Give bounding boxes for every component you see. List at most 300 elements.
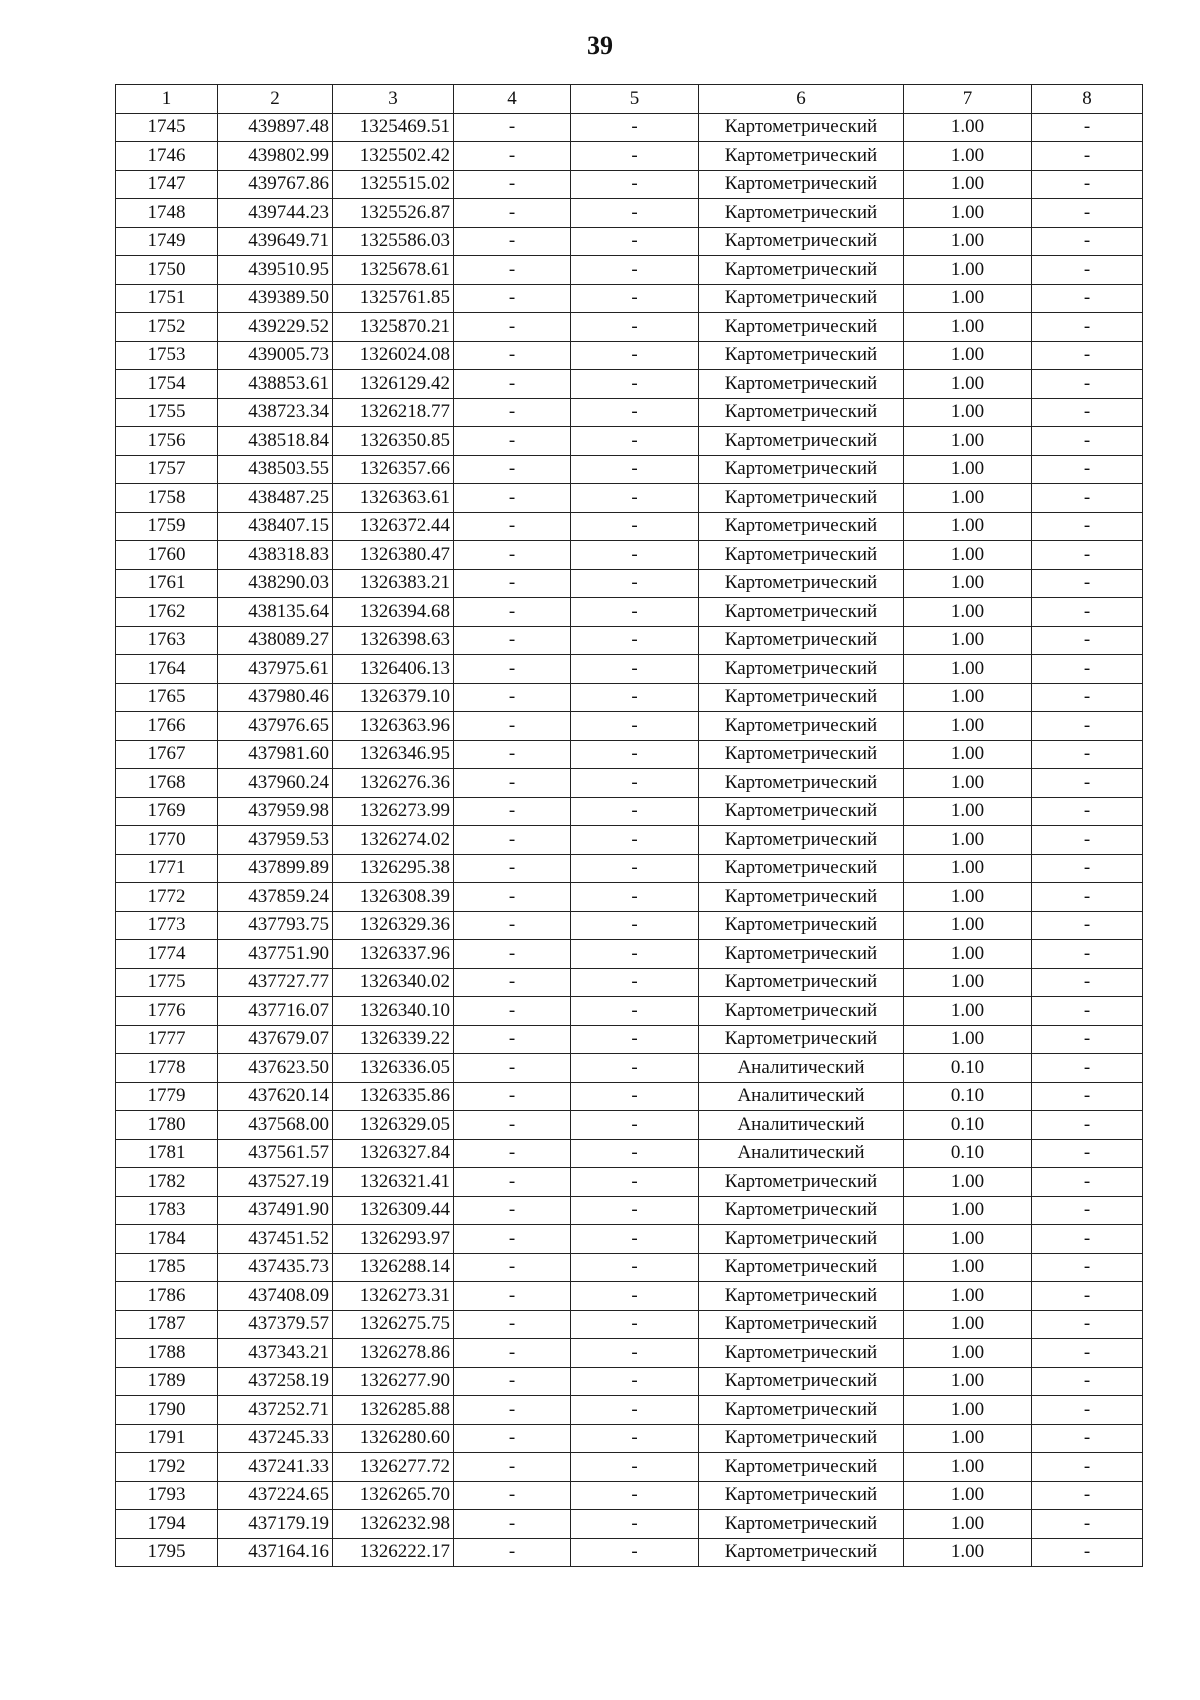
- point-number-cell: 1755: [116, 398, 218, 427]
- x-coordinate-cell: 437241.33: [218, 1453, 333, 1482]
- x-coordinate-cell: 437959.98: [218, 797, 333, 826]
- header-cell: 8: [1032, 85, 1143, 114]
- col5-cell: -: [571, 512, 699, 541]
- table-row: [116, 1396, 1143, 1425]
- col4-cell: -: [454, 626, 571, 655]
- x-coordinate-cell: 439005.73: [218, 341, 333, 370]
- y-coordinate-cell: 1326327.84: [333, 1139, 454, 1168]
- col8-cell: -: [1032, 1253, 1143, 1282]
- accuracy-cell: 1.00: [904, 199, 1032, 228]
- point-number-cell: 1772: [116, 883, 218, 912]
- accuracy-cell: 1.00: [904, 170, 1032, 199]
- y-coordinate-cell: 1326394.68: [333, 598, 454, 627]
- method-cell: Картометрический: [699, 1538, 904, 1567]
- col4-cell: -: [454, 883, 571, 912]
- col5-cell: -: [571, 541, 699, 570]
- y-coordinate-cell: 1326288.14: [333, 1253, 454, 1282]
- x-coordinate-cell: 438853.61: [218, 370, 333, 399]
- x-coordinate-cell: 438503.55: [218, 455, 333, 484]
- col4-cell: -: [454, 1225, 571, 1254]
- y-coordinate-cell: 1326218.77: [333, 398, 454, 427]
- col8-cell: -: [1032, 1139, 1143, 1168]
- col4-cell: -: [454, 142, 571, 171]
- coordinates-table: [115, 84, 1143, 1567]
- x-coordinate-cell: 437491.90: [218, 1196, 333, 1225]
- header-cell: 7: [904, 85, 1032, 114]
- col8-cell: -: [1032, 598, 1143, 627]
- table-row: [116, 1339, 1143, 1368]
- point-number-cell: 1786: [116, 1282, 218, 1311]
- method-cell: Картометрический: [699, 683, 904, 712]
- table-row: [116, 541, 1143, 570]
- accuracy-cell: 1.00: [904, 455, 1032, 484]
- col5-cell: -: [571, 1111, 699, 1140]
- x-coordinate-cell: 438407.15: [218, 512, 333, 541]
- y-coordinate-cell: 1326273.99: [333, 797, 454, 826]
- col5-cell: -: [571, 1025, 699, 1054]
- x-coordinate-cell: 437793.75: [218, 911, 333, 940]
- header-cell: 1: [116, 85, 218, 114]
- col8-cell: -: [1032, 854, 1143, 883]
- col4-cell: -: [454, 740, 571, 769]
- col5-cell: -: [571, 227, 699, 256]
- col5-cell: -: [571, 1453, 699, 1482]
- method-cell: Картометрический: [699, 341, 904, 370]
- table-row: [116, 1225, 1143, 1254]
- col8-cell: -: [1032, 1025, 1143, 1054]
- col5-cell: -: [571, 1196, 699, 1225]
- col5-cell: -: [571, 712, 699, 741]
- method-cell: Картометрический: [699, 227, 904, 256]
- accuracy-cell: 1.00: [904, 370, 1032, 399]
- method-cell: Картометрический: [699, 769, 904, 798]
- col8-cell: -: [1032, 313, 1143, 342]
- col8-cell: -: [1032, 1339, 1143, 1368]
- y-coordinate-cell: 1326277.72: [333, 1453, 454, 1482]
- y-coordinate-cell: 1326222.17: [333, 1538, 454, 1567]
- col5-cell: -: [571, 1339, 699, 1368]
- accuracy-cell: 1.00: [904, 940, 1032, 969]
- col8-cell: -: [1032, 455, 1143, 484]
- point-number-cell: 1773: [116, 911, 218, 940]
- col8-cell: -: [1032, 427, 1143, 456]
- y-coordinate-cell: 1325515.02: [333, 170, 454, 199]
- method-cell: Картометрический: [699, 484, 904, 513]
- col5-cell: -: [571, 655, 699, 684]
- point-number-cell: 1795: [116, 1538, 218, 1567]
- col5-cell: -: [571, 797, 699, 826]
- method-cell: Картометрический: [699, 1168, 904, 1197]
- col5-cell: -: [571, 997, 699, 1026]
- point-number-cell: 1745: [116, 113, 218, 142]
- col8-cell: -: [1032, 626, 1143, 655]
- x-coordinate-cell: 438089.27: [218, 626, 333, 655]
- accuracy-cell: 1.00: [904, 1367, 1032, 1396]
- accuracy-cell: 1.00: [904, 484, 1032, 513]
- accuracy-cell: 0.10: [904, 1054, 1032, 1083]
- col5-cell: -: [571, 569, 699, 598]
- col8-cell: -: [1032, 113, 1143, 142]
- table-row: [116, 968, 1143, 997]
- col8-cell: -: [1032, 1424, 1143, 1453]
- col8-cell: -: [1032, 997, 1143, 1026]
- col4-cell: -: [454, 512, 571, 541]
- x-coordinate-cell: 437343.21: [218, 1339, 333, 1368]
- method-cell: Картометрический: [699, 541, 904, 570]
- y-coordinate-cell: 1326329.05: [333, 1111, 454, 1140]
- point-number-cell: 1775: [116, 968, 218, 997]
- col8-cell: -: [1032, 1111, 1143, 1140]
- col4-cell: -: [454, 1139, 571, 1168]
- col8-cell: -: [1032, 341, 1143, 370]
- y-coordinate-cell: 1325586.03: [333, 227, 454, 256]
- col8-cell: -: [1032, 1453, 1143, 1482]
- method-cell: Картометрический: [699, 911, 904, 940]
- col4-cell: -: [454, 284, 571, 313]
- point-number-cell: 1759: [116, 512, 218, 541]
- y-coordinate-cell: 1326129.42: [333, 370, 454, 399]
- col5-cell: -: [571, 683, 699, 712]
- method-cell: Картометрический: [699, 826, 904, 855]
- y-coordinate-cell: 1326024.08: [333, 341, 454, 370]
- x-coordinate-cell: 437859.24: [218, 883, 333, 912]
- col5-cell: -: [571, 199, 699, 228]
- col5-cell: -: [571, 455, 699, 484]
- col4-cell: -: [454, 1453, 571, 1482]
- col8-cell: -: [1032, 712, 1143, 741]
- col4-cell: -: [454, 826, 571, 855]
- table-row: [116, 1282, 1143, 1311]
- col8-cell: -: [1032, 655, 1143, 684]
- table-row: [116, 655, 1143, 684]
- col4-cell: -: [454, 398, 571, 427]
- table-row: [116, 1310, 1143, 1339]
- method-cell: Картометрический: [699, 797, 904, 826]
- accuracy-cell: 1.00: [904, 1339, 1032, 1368]
- col4-cell: -: [454, 113, 571, 142]
- table-row: [116, 170, 1143, 199]
- x-coordinate-cell: 437981.60: [218, 740, 333, 769]
- col4-cell: -: [454, 484, 571, 513]
- x-coordinate-cell: 437245.33: [218, 1424, 333, 1453]
- x-coordinate-cell: 437960.24: [218, 769, 333, 798]
- col4-cell: -: [454, 256, 571, 285]
- table-row: [116, 142, 1143, 171]
- col5-cell: -: [571, 1396, 699, 1425]
- table-row: [116, 227, 1143, 256]
- y-coordinate-cell: 1326346.95: [333, 740, 454, 769]
- method-cell: Картометрический: [699, 455, 904, 484]
- y-coordinate-cell: 1326372.44: [333, 512, 454, 541]
- y-coordinate-cell: 1326363.61: [333, 484, 454, 513]
- y-coordinate-cell: 1326335.86: [333, 1082, 454, 1111]
- header-cell: 5: [571, 85, 699, 114]
- col5-cell: -: [571, 1538, 699, 1567]
- accuracy-cell: 1.00: [904, 284, 1032, 313]
- col5-cell: -: [571, 1225, 699, 1254]
- method-cell: Картометрический: [699, 142, 904, 171]
- method-cell: Картометрический: [699, 1025, 904, 1054]
- col5-cell: -: [571, 911, 699, 940]
- y-coordinate-cell: 1326278.86: [333, 1339, 454, 1368]
- x-coordinate-cell: 437975.61: [218, 655, 333, 684]
- point-number-cell: 1782: [116, 1168, 218, 1197]
- accuracy-cell: 0.10: [904, 1139, 1032, 1168]
- y-coordinate-cell: 1325502.42: [333, 142, 454, 171]
- table-row: [116, 284, 1143, 313]
- accuracy-cell: 1.00: [904, 683, 1032, 712]
- col4-cell: -: [454, 655, 571, 684]
- x-coordinate-cell: 438135.64: [218, 598, 333, 627]
- table-row: [116, 313, 1143, 342]
- accuracy-cell: 1.00: [904, 1396, 1032, 1425]
- x-coordinate-cell: 438318.83: [218, 541, 333, 570]
- table-row: [116, 740, 1143, 769]
- col5-cell: -: [571, 740, 699, 769]
- y-coordinate-cell: 1326340.02: [333, 968, 454, 997]
- col8-cell: -: [1032, 1367, 1143, 1396]
- point-number-cell: 1763: [116, 626, 218, 655]
- table-row: [116, 427, 1143, 456]
- col4-cell: -: [454, 940, 571, 969]
- point-number-cell: 1747: [116, 170, 218, 199]
- col8-cell: -: [1032, 1054, 1143, 1083]
- col4-cell: -: [454, 1111, 571, 1140]
- col5-cell: -: [571, 1510, 699, 1539]
- point-number-cell: 1749: [116, 227, 218, 256]
- method-cell: Картометрический: [699, 997, 904, 1026]
- y-coordinate-cell: 1326340.10: [333, 997, 454, 1026]
- col8-cell: -: [1032, 683, 1143, 712]
- accuracy-cell: 1.00: [904, 997, 1032, 1026]
- x-coordinate-cell: 437568.00: [218, 1111, 333, 1140]
- col4-cell: -: [454, 1424, 571, 1453]
- accuracy-cell: 1.00: [904, 626, 1032, 655]
- col5-cell: -: [571, 968, 699, 997]
- point-number-cell: 1770: [116, 826, 218, 855]
- y-coordinate-cell: 1326293.97: [333, 1225, 454, 1254]
- point-number-cell: 1750: [116, 256, 218, 285]
- method-cell: Картометрический: [699, 370, 904, 399]
- col4-cell: -: [454, 1082, 571, 1111]
- col8-cell: -: [1032, 940, 1143, 969]
- table-row: [116, 940, 1143, 969]
- table-row: [116, 113, 1143, 142]
- page-number: 39: [587, 31, 613, 60]
- y-coordinate-cell: 1326383.21: [333, 569, 454, 598]
- col4-cell: -: [454, 313, 571, 342]
- method-cell: Картометрический: [699, 1396, 904, 1425]
- accuracy-cell: 1.00: [904, 1253, 1032, 1282]
- col8-cell: -: [1032, 1168, 1143, 1197]
- method-cell: Картометрический: [699, 712, 904, 741]
- col5-cell: -: [571, 826, 699, 855]
- method-cell: Картометрический: [699, 626, 904, 655]
- accuracy-cell: 1.00: [904, 1538, 1032, 1567]
- y-coordinate-cell: 1326380.47: [333, 541, 454, 570]
- point-number-cell: 1756: [116, 427, 218, 456]
- point-number-cell: 1748: [116, 199, 218, 228]
- col4-cell: -: [454, 1538, 571, 1567]
- table-row: [116, 370, 1143, 399]
- accuracy-cell: 1.00: [904, 1025, 1032, 1054]
- accuracy-cell: 1.00: [904, 1225, 1032, 1254]
- col5-cell: -: [571, 341, 699, 370]
- y-coordinate-cell: 1326336.05: [333, 1054, 454, 1083]
- method-cell: Картометрический: [699, 512, 904, 541]
- col4-cell: -: [454, 427, 571, 456]
- method-cell: Картометрический: [699, 655, 904, 684]
- col5-cell: -: [571, 170, 699, 199]
- col4-cell: -: [454, 1168, 571, 1197]
- y-coordinate-cell: 1326232.98: [333, 1510, 454, 1539]
- point-number-cell: 1751: [116, 284, 218, 313]
- accuracy-cell: 1.00: [904, 1481, 1032, 1510]
- col5-cell: -: [571, 398, 699, 427]
- col8-cell: -: [1032, 826, 1143, 855]
- method-cell: Картометрический: [699, 740, 904, 769]
- accuracy-cell: 1.00: [904, 655, 1032, 684]
- point-number-cell: 1779: [116, 1082, 218, 1111]
- table-row: [116, 1510, 1143, 1539]
- method-cell: Картометрический: [699, 1367, 904, 1396]
- x-coordinate-cell: 437727.77: [218, 968, 333, 997]
- point-number-cell: 1793: [116, 1481, 218, 1510]
- method-cell: Картометрический: [699, 1424, 904, 1453]
- y-coordinate-cell: 1326350.85: [333, 427, 454, 456]
- col4-cell: -: [454, 911, 571, 940]
- y-coordinate-cell: 1326265.70: [333, 1481, 454, 1510]
- col4-cell: -: [454, 1253, 571, 1282]
- point-number-cell: 1790: [116, 1396, 218, 1425]
- col4-cell: -: [454, 1396, 571, 1425]
- point-number-cell: 1778: [116, 1054, 218, 1083]
- col4-cell: -: [454, 997, 571, 1026]
- col5-cell: -: [571, 142, 699, 171]
- y-coordinate-cell: 1326308.39: [333, 883, 454, 912]
- header-cell: 3: [333, 85, 454, 114]
- col8-cell: -: [1032, 769, 1143, 798]
- x-coordinate-cell: 437976.65: [218, 712, 333, 741]
- point-number-cell: 1791: [116, 1424, 218, 1453]
- accuracy-cell: 1.00: [904, 1453, 1032, 1482]
- point-number-cell: 1760: [116, 541, 218, 570]
- method-cell: Картометрический: [699, 398, 904, 427]
- table-row: [116, 1139, 1143, 1168]
- col5-cell: -: [571, 1367, 699, 1396]
- col4-cell: -: [454, 1054, 571, 1083]
- col8-cell: -: [1032, 541, 1143, 570]
- accuracy-cell: 1.00: [904, 1196, 1032, 1225]
- col5-cell: -: [571, 1253, 699, 1282]
- table-row: [116, 484, 1143, 513]
- method-cell: Картометрический: [699, 883, 904, 912]
- table-row: [116, 1424, 1143, 1453]
- accuracy-cell: 1.00: [904, 398, 1032, 427]
- x-coordinate-cell: 439802.99: [218, 142, 333, 171]
- point-number-cell: 1777: [116, 1025, 218, 1054]
- x-coordinate-cell: 438518.84: [218, 427, 333, 456]
- col5-cell: -: [571, 484, 699, 513]
- col8-cell: -: [1032, 1481, 1143, 1510]
- table-row: [116, 569, 1143, 598]
- col5-cell: -: [571, 113, 699, 142]
- x-coordinate-cell: 438290.03: [218, 569, 333, 598]
- col5-cell: -: [571, 1481, 699, 1510]
- y-coordinate-cell: 1326277.90: [333, 1367, 454, 1396]
- col5-cell: -: [571, 1282, 699, 1311]
- point-number-cell: 1761: [116, 569, 218, 598]
- col5-cell: -: [571, 427, 699, 456]
- accuracy-cell: 1.00: [904, 313, 1032, 342]
- table-row: [116, 199, 1143, 228]
- point-number-cell: 1780: [116, 1111, 218, 1140]
- table-row: [116, 883, 1143, 912]
- accuracy-cell: 1.00: [904, 797, 1032, 826]
- col8-cell: -: [1032, 1225, 1143, 1254]
- table-row: [116, 398, 1143, 427]
- method-cell: Картометрический: [699, 598, 904, 627]
- table-row: [116, 1253, 1143, 1282]
- x-coordinate-cell: 439229.52: [218, 313, 333, 342]
- method-cell: Картометрический: [699, 313, 904, 342]
- x-coordinate-cell: 438487.25: [218, 484, 333, 513]
- header-cell: 4: [454, 85, 571, 114]
- method-cell: Картометрический: [699, 1481, 904, 1510]
- y-coordinate-cell: 1325678.61: [333, 256, 454, 285]
- x-coordinate-cell: 437620.14: [218, 1082, 333, 1111]
- accuracy-cell: 1.00: [904, 1510, 1032, 1539]
- y-coordinate-cell: 1326309.44: [333, 1196, 454, 1225]
- col5-cell: -: [571, 313, 699, 342]
- table-row: [116, 683, 1143, 712]
- y-coordinate-cell: 1325469.51: [333, 113, 454, 142]
- col4-cell: -: [454, 370, 571, 399]
- method-cell: Картометрический: [699, 1253, 904, 1282]
- table-row: [116, 1025, 1143, 1054]
- method-cell: Картометрический: [699, 569, 904, 598]
- col5-cell: -: [571, 626, 699, 655]
- y-coordinate-cell: 1326295.38: [333, 854, 454, 883]
- col8-cell: -: [1032, 484, 1143, 513]
- col4-cell: -: [454, 854, 571, 883]
- x-coordinate-cell: 437527.19: [218, 1168, 333, 1197]
- col5-cell: -: [571, 769, 699, 798]
- table-row: [116, 769, 1143, 798]
- col4-cell: -: [454, 1481, 571, 1510]
- col5-cell: -: [571, 598, 699, 627]
- accuracy-cell: 1.00: [904, 541, 1032, 570]
- point-number-cell: 1757: [116, 455, 218, 484]
- x-coordinate-cell: 437899.89: [218, 854, 333, 883]
- x-coordinate-cell: 437252.71: [218, 1396, 333, 1425]
- accuracy-cell: 1.00: [904, 227, 1032, 256]
- method-cell: Аналитический: [699, 1054, 904, 1083]
- col8-cell: -: [1032, 1082, 1143, 1111]
- col4-cell: -: [454, 341, 571, 370]
- method-cell: Картометрический: [699, 1310, 904, 1339]
- method-cell: Картометрический: [699, 170, 904, 199]
- point-number-cell: 1788: [116, 1339, 218, 1368]
- accuracy-cell: 1.00: [904, 341, 1032, 370]
- table-row: [116, 1481, 1143, 1510]
- point-number-cell: 1764: [116, 655, 218, 684]
- method-cell: Аналитический: [699, 1082, 904, 1111]
- x-coordinate-cell: 439897.48: [218, 113, 333, 142]
- col8-cell: -: [1032, 1538, 1143, 1567]
- table-row: [116, 512, 1143, 541]
- point-number-cell: 1767: [116, 740, 218, 769]
